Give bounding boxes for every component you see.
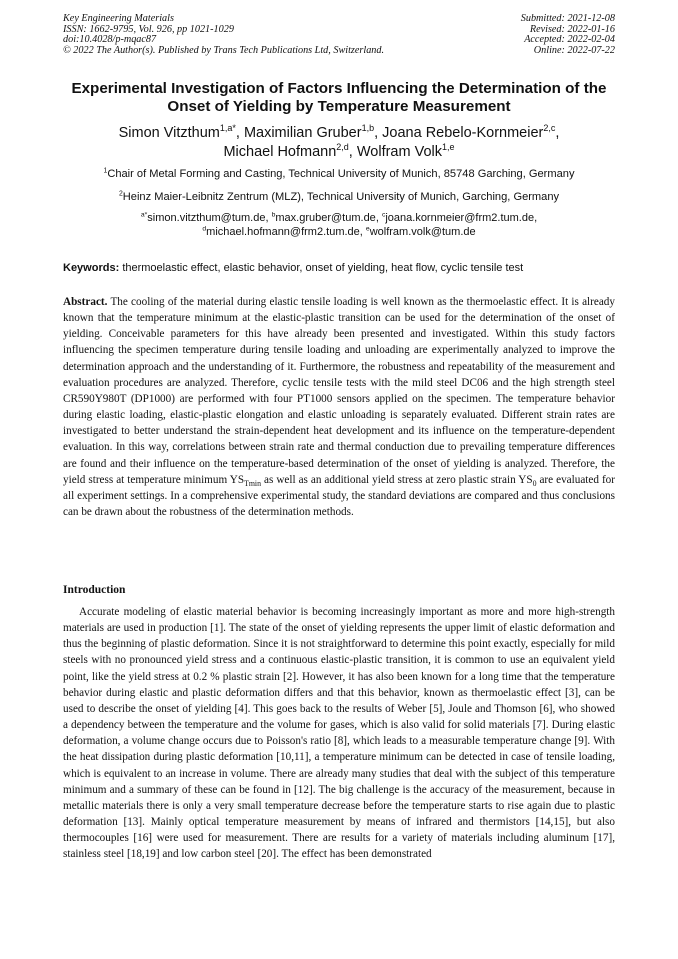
paper-title: Experimental Investigation of Factors Influencing the Determination of the Onset of Yielding by Temperature Measurement — [71, 80, 607, 115]
doi-line[interactable]: doi:10.4028/p-mqac87 — [63, 34, 157, 46]
email-list: $^{a*}$simon.vitzthum@tum.de, $^b$max.gruber@tum.de, $^c$joana.kornmeier@frm2.tum.de, $^d$michael.hofmann@frm2.tum.de, $^e$wolfram.volk@tum.de — [140, 211, 538, 238]
email-link[interactable]: $^b$max.gruber@tum.de — [271, 211, 376, 224]
keywords-text: thermoelastic effect, elastic behavior, onset of yielding, heat flow, cyclic tensile test — [122, 262, 524, 274]
introduction-paragraph: Accurate modeling of elastic material behavior is becoming increasingly important as more and more high-strength materials are used in production [1]. The state of the onset of yielding represents the upper limit of elastic deformation and thus the beginning of plastic deformation. Since it is not straightforward to determine this point exactly, especially for mild steels with no pronounced yield stress and a continuous elastic-plastic transition, it is common to use an equivalent yield point, like the yield stress at 0.2 % plastic strain [2]. However, it has also been known for a long time that the temperature behavior during elastic and plastic deformation differs and that this behavior, known as thermoelastic effect [3], can be used to describe the onset of yielding [4]. This goes back to the results of Weber [5], Joule and Thomson [6], who showed a dependency between the temperature and the volume for gases, which is also valid for solid materials [7]. During elastic deformation, a volume change occurs due to Poisson's ratio [8], which leads to a measurable temperature change [9]. With the heat dissipation during plastic deformation [10,11], a temperature minimum can be detected in case of tensile loading, which is equivalent to an increase in volume. There are already many studies that deal with the subject of this temperature minimum and a summary of these can be found in [12]. The big challenge is the accuracy of the measurement, because in metallic materials there is only a very small temperature decrease before the temperature starts to rise again due to plastic deformation [13]. Mainly optical temperature measurement by means of infrared and thermistors [14,15], but also thermocouples [16] were used for measurement. There are results for a variety of materials including aluminum [17], stainless steel [18,19] and low carbon steel [20]. The effect has been demonstrated — [63, 606, 615, 861]
email-link[interactable]: $^c$joana.kornmeier@frm2.tum.de, — [381, 211, 538, 224]
copyright-line: © 2022 The Author(s). Published by Trans Tech Publications Ltd, Switzerland. — [63, 44, 385, 56]
revised-date: Revised: 2022-01-16 — [529, 23, 615, 35]
abstract-paragraph: Abstract. The cooling of the material during elastic tensile loading is well known as the thermoelastic effect. It is already known that the temperature minimum at the elastic-plastic transition can be used for the determination of the onset of yielding. Conceivable parameters for this have already been presented and investigated. Within this study factors influencing the specimen temperature during tensile loading and unloading are experimentally analyzed to improve the determination approach and the understanding of it. Furthermore, the robustness and repeatability of the measurement and evaluation procedures are analyzed. Therefore, cyclic tensile tests with the mild steel DC06 and the high strength steel CR590Y980T (DP1000) are performed with four PT1000 sensors applied on the specimen. The temperature behavior during elastic loading, elastic-plastic elongation and elastic unloading is separately evaluated. Different strain rates are investigated to better understand the strain-dependent heat development and its influence on the temperature-dependent evaluation. In this way, correlations between strain rate and thermal conduction due to prevailing temperature differences are found and their influence on the temperature-based determination of the onset of yielding is analyzed. Therefore, the yield stress at temperature minimum $YS_{Tmin}$ as well as an additional yield stress at zero plastic strain $YS_0$ are evaluated for all experiment settings. In a comprehensive experimental study, the standard deviations are compared and thus conclusions can be drawn about the robustness of the determination methods. — [63, 296, 616, 519]
dates-header — [415, 14, 615, 56]
abstract-label: Abstract. — [63, 296, 108, 308]
affiliation-1: $^1$Chair of Metal Forming and Casting, Technical University of Munich, 85748 Garching, Germany — [103, 167, 575, 180]
author: Simon Vitzthum$^{1,a*}$, — [118, 123, 244, 141]
email-link[interactable]: $^{a*}$simon.vitzthum@tum.de — [140, 211, 266, 224]
issn-line: ISSN: 1662-9795, Vol. 926, pp 1021-1029 — [63, 23, 234, 35]
affiliation-2: $^2$Heinz Maier-Leibnitz Zentrum (MLZ), Technical University of Munich, Garching, Germany — [118, 190, 560, 203]
introduction-heading: Introduction — [63, 584, 126, 596]
journal-name: Key Engineering Materials — [63, 13, 174, 24]
author-list — [40, 124, 638, 162]
online-date: Online: 2022-07-22 — [533, 44, 615, 56]
author: Wolfram Volk$^{1,e}$ — [356, 142, 455, 160]
author: Maximilian Gruber$^{1,b}$, — [243, 123, 383, 141]
accepted-date: Accepted: 2022-02-04 — [524, 34, 615, 46]
keywords-line — [63, 261, 623, 275]
journal-header — [63, 14, 443, 56]
email-link[interactable]: $^e$wolfram.volk@tum.de — [365, 225, 476, 238]
keywords-label: Keywords: — [63, 262, 120, 274]
author: Joana Rebelo-Kornmeier$^{2,c}$, — [382, 123, 560, 141]
author: Michael Hofmann$^{2,d}$, — [223, 142, 357, 160]
submitted-date: Submitted: 2021-12-08 — [520, 13, 615, 24]
email-link[interactable]: $^d$michael.hofmann@frm2.tum.de — [202, 225, 360, 238]
